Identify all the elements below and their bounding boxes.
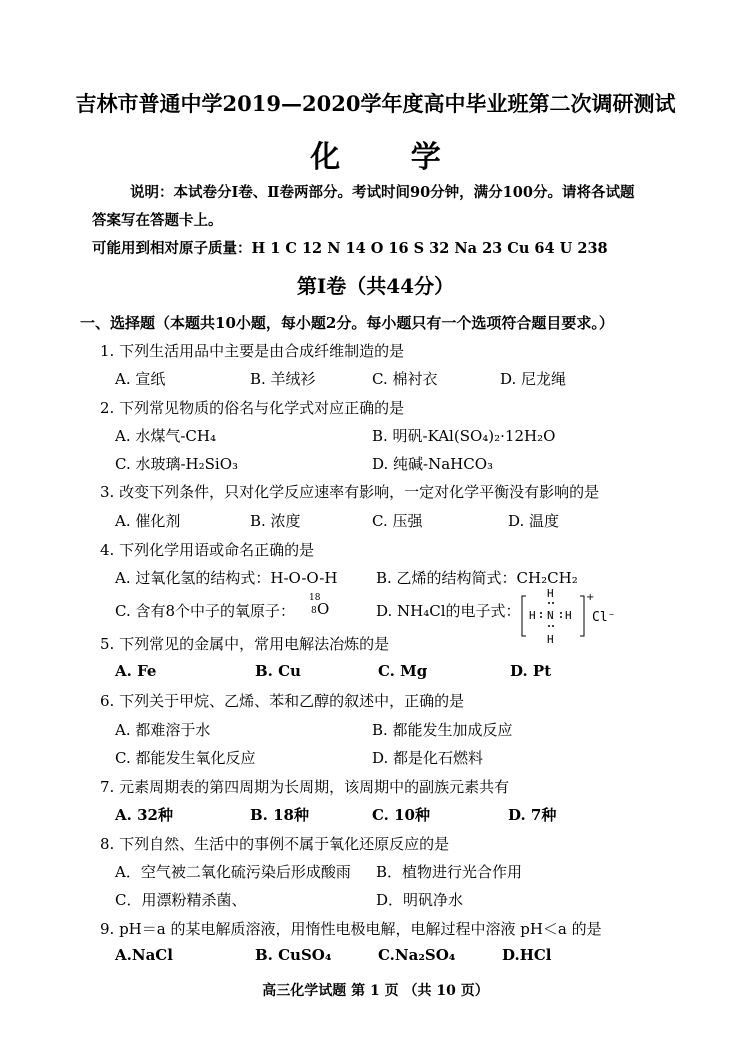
instructions-line-2: 答案写在答题卡上。 (92, 212, 223, 229)
question-5-option-c: C. Mg (378, 662, 428, 680)
question-9-option-d: D.HCl (502, 946, 552, 964)
question-4-option-c: C. 含有8个中子的氧原子： (115, 602, 296, 620)
question-9-option-c: C.Na₂SO₄ (378, 946, 456, 964)
question-1-option-d: D. 尼龙绳 (500, 370, 567, 388)
electron-dot (540, 612, 542, 614)
question-5-stem: 5. 下列常见的金属中，常用电解法冶炼的是 (100, 635, 390, 653)
electron-dot (548, 602, 550, 604)
lewis-h-right: H (565, 609, 572, 622)
isotope-symbol: O (317, 600, 330, 618)
question-1-option-a: A. 宣纸 (115, 370, 166, 388)
section-title: 一、选择题（本题共10小题，每小题2分。每小题只有一个选项符合题目要求。） (80, 314, 614, 332)
question-7-stem: 7. 元素周期表的第四周期为长周期，该周期中的副族元素共有 (100, 778, 510, 796)
question-7-option-a: A. 32种 (115, 806, 173, 824)
question-3-option-a: A. 催化剂 (115, 512, 181, 530)
question-3-option-b: B. 浓度 (250, 512, 301, 530)
ammonium-chloride-lewis-structure (520, 588, 630, 648)
lewis-charge: + (586, 592, 595, 603)
question-3-option-d: D. 温度 (508, 512, 560, 530)
question-1-stem: 1. 下列生活用品中主要是由合成纤维制造的是 (100, 342, 405, 360)
right-bracket (580, 596, 584, 636)
isotope-mass-number: 18 (309, 593, 321, 603)
lewis-h-left: H (529, 609, 536, 622)
question-2-option-c: C. 水玻璃-H₂SiO₃ (115, 455, 239, 473)
question-5-option-b: B. Cu (255, 662, 301, 680)
electron-dot (548, 625, 550, 627)
lewis-chloride: Cl⁻ (592, 610, 616, 625)
question-8-option-b: B．植物进行光合作用 (376, 863, 523, 881)
question-3-stem: 3. 改变下列条件，只对化学反应速率有影响，一定对化学平衡没有影响的是 (100, 483, 600, 501)
question-7-option-d: D. 7种 (508, 806, 557, 824)
question-3-option-c: C. 压强 (372, 512, 423, 530)
electron-dot (552, 602, 554, 604)
lewis-h-bottom: H (547, 633, 554, 646)
question-6-option-a: A. 都难溶于水 (115, 721, 211, 739)
question-8-stem: 8. 下列自然、生活中的事例不属于氧化还原反应的是 (100, 835, 450, 853)
question-4-option-d: D. NH₄Cl的电子式： (376, 602, 521, 620)
atomic-masses: 可能用到相对原子质量：H 1 C 12 N 14 O 16 S 32 Na 23 Cu 64 U 238 (92, 240, 608, 257)
electron-dot (552, 625, 554, 627)
electron-dot (540, 616, 542, 618)
volume-title: 第Ⅰ卷（共44分） (296, 274, 455, 298)
isotope-atomic-number: 8 (311, 606, 317, 616)
question-8-option-d: D．明矾净水 (376, 891, 464, 909)
question-1-option-c: C. 棉衬衣 (372, 370, 438, 388)
question-6-option-b: B. 都能发生加成反应 (372, 721, 513, 739)
question-9-stem: 9. pH＝a 的某电解质溶液，用惰性电极电解，电解过程中溶液 pH＜a 的是 (100, 920, 602, 938)
question-2-stem: 2. 下列常见物质的俗名与化学式对应正确的是 (100, 399, 405, 417)
question-7-option-c: C. 10种 (372, 806, 430, 824)
question-5-option-a: A. Fe (115, 662, 157, 680)
question-5-option-d: D. Pt (510, 662, 552, 680)
lewis-n-center: N (547, 609, 554, 622)
subject-title: 化 学 (310, 140, 471, 175)
electron-dot (560, 612, 562, 614)
question-6-option-d: D. 都是化石燃料 (372, 749, 484, 767)
question-9-option-b: B. CuSO₄ (255, 946, 332, 964)
question-7-option-b: B. 18种 (250, 806, 309, 824)
electron-dot (560, 616, 562, 618)
question-4-stem: 4. 下列化学用语或命名正确的是 (100, 541, 315, 559)
lewis-h-top: H (547, 588, 554, 600)
question-1-option-b: B. 羊绒衫 (250, 370, 316, 388)
question-9-option-a: A.NaCl (115, 946, 173, 964)
left-bracket (522, 596, 526, 636)
question-2-option-b: B. 明矾-KAl(SO₄)₂·12H₂O (372, 427, 556, 445)
question-2-option-a: A. 水煤气-CH₄ (115, 427, 217, 445)
question-8-option-a: A．空气被二氧化硫污染后形成酸雨 (115, 863, 351, 881)
page-footer: 高三化学试题 第 1 页 （共 10 页） (262, 983, 489, 999)
question-2-option-d: D. 纯碱-NaHCO₃ (372, 455, 494, 473)
question-4-option-b: B. 乙烯的结构简式：CH₂CH₂ (376, 569, 578, 587)
question-6-stem: 6. 下列关于甲烷、乙烯、苯和乙醇的叙述中，正确的是 (100, 692, 465, 710)
question-8-option-c: C．用漂粉精杀菌、 (115, 891, 247, 909)
question-6-option-c: C. 都能发生氧化反应 (115, 749, 256, 767)
exam-title: 吉林市普通中学2019—2020学年度高中毕业班第二次调研测试 (75, 91, 676, 116)
question-4-option-a: A. 过氧化氢的结构式：H-O-O-H (115, 569, 338, 587)
instructions-line-1: 说明：本试卷分Ⅰ卷、Ⅱ卷两部分。考试时间90分钟，满分100分。请将各试题 (130, 184, 635, 201)
